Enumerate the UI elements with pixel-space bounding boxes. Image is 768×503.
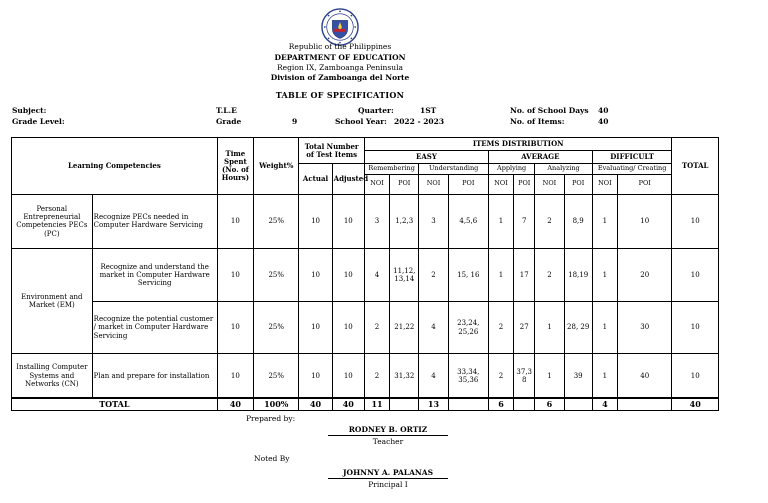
document-title: TABLE OF SPECIFICATION: [275, 90, 405, 100]
rem-poi-cell: 11,12, 13,14: [390, 249, 419, 302]
eva-noi-cell: 1: [592, 194, 617, 249]
items-label: No. of Items:: [510, 117, 565, 126]
weight-cell: 25%: [254, 301, 299, 354]
app-poi-cell: 17: [514, 249, 535, 302]
eva-poi-cell: 30: [617, 301, 671, 354]
ana-noi-cell: 2: [535, 194, 564, 249]
table-row: [12, 194, 719, 249]
department-text: DEPARTMENT OF EDUCATION: [274, 53, 406, 62]
rem-noi-cell: 4: [364, 249, 389, 302]
quarter-value: 1ST: [420, 106, 437, 115]
header-analyzing: Analyzing: [535, 164, 592, 175]
header-poi: POI: [390, 174, 419, 194]
items-value: 40: [598, 117, 609, 126]
und-noi-cell: 4: [419, 301, 448, 354]
header-learning-competencies: Learning Competencies: [12, 138, 218, 195]
row-total-cell: 10: [672, 194, 719, 249]
header-noi: NOI: [592, 174, 617, 194]
school-year-value: 2022 - 2023: [394, 117, 445, 126]
division-text: Division of Zamboanga del Norte: [270, 73, 410, 82]
ana-poi-cell: 39: [564, 354, 592, 398]
republic-text: Republic of the Philippines: [288, 42, 392, 51]
header-total: TOTAL: [672, 138, 719, 195]
school-days-label: No. of School Days: [510, 106, 589, 115]
prepared-by-label: Prepared by:: [246, 414, 296, 423]
actual-cell: 10: [299, 249, 332, 302]
table-row: [12, 301, 719, 354]
header-poi: POI: [514, 174, 535, 194]
header-easy: EASY: [364, 150, 488, 164]
competency-group: Installing Computer Systems and Networks (CN): [12, 354, 93, 398]
subject-label: Subject:: [12, 106, 47, 115]
weight-cell: 25%: [254, 354, 299, 398]
header-actual: Actual: [299, 164, 332, 194]
und-poi-cell: 33,34, 35,36: [448, 354, 488, 398]
header-understanding: Understanding: [419, 164, 489, 175]
eva-noi-cell: 1: [592, 249, 617, 302]
und-noi-cell: 4: [419, 354, 448, 398]
total-weight: 100%: [254, 398, 299, 411]
header-applying: Applying: [488, 164, 534, 175]
adjusted-cell: 10: [332, 249, 364, 302]
und-poi-cell: 4,5,6: [448, 194, 488, 249]
header-weight: Weight%: [254, 138, 299, 195]
adjusted-cell: 10: [332, 354, 364, 398]
app-poi-cell: 37,3 8: [514, 354, 535, 398]
header-average: AVERAGE: [488, 150, 592, 164]
header-poi: POI: [564, 174, 592, 194]
totals-row: [12, 398, 719, 411]
header-items-distribution: ITEMS DISTRIBUTION: [364, 138, 672, 151]
competency-group: Environment and Market (EM): [12, 249, 93, 354]
app-poi-cell: 7: [514, 194, 535, 249]
total-time: 40: [217, 398, 253, 411]
noted-by-position: Principal I: [368, 480, 408, 489]
prepared-by-position: Teacher: [372, 437, 404, 446]
total-ana-noi: 6: [535, 398, 564, 411]
ana-noi-cell: 1: [535, 301, 564, 354]
row-total-cell: 10: [672, 301, 719, 354]
competency-text: Recognize and understand the market in Computer Hardware Servicing: [92, 249, 217, 302]
rem-poi-cell: 1,2,3: [390, 194, 419, 249]
total-rem-noi: 11: [364, 398, 389, 411]
total-actual: 40: [299, 398, 332, 411]
rem-poi-cell: 21,22: [390, 301, 419, 354]
region-text: Region IX, Zamboanga Peninsula: [277, 63, 403, 72]
app-poi-cell: 27: [514, 301, 535, 354]
quarter-label: Quarter:: [358, 106, 394, 115]
table-row: [12, 249, 719, 302]
specification-table: [11, 137, 719, 411]
header-noi: NOI: [419, 174, 448, 194]
eva-noi-cell: 1: [592, 301, 617, 354]
rem-noi-cell: 2: [364, 301, 389, 354]
noted-by-name: JOHNNY A. PALANAS: [328, 468, 448, 479]
noted-by-label: Noted By: [254, 454, 290, 463]
eva-poi-cell: 40: [617, 354, 671, 398]
weight-cell: 25%: [254, 194, 299, 249]
table-row: [12, 354, 719, 398]
actual-cell: 10: [299, 301, 332, 354]
header-difficult: DIFFICULT: [592, 150, 672, 164]
rem-noi-cell: 3: [364, 194, 389, 249]
subject-value: T.L.E: [216, 106, 237, 115]
adjusted-cell: 10: [332, 301, 364, 354]
prepared-by-name: RODNEY B. ORTIZ: [328, 425, 448, 436]
und-poi-cell: 23,24, 25,26: [448, 301, 488, 354]
time-cell: 10: [217, 354, 253, 398]
header-time-spent: Time Spent (No. of Hours): [217, 138, 253, 195]
header-noi: NOI: [364, 174, 389, 194]
row-total-cell: 10: [672, 354, 719, 398]
header-poi: POI: [448, 174, 488, 194]
grade-number: 9: [292, 117, 298, 126]
und-noi-cell: 3: [419, 194, 448, 249]
header-poi: POI: [617, 174, 671, 194]
empty-cell: [617, 398, 671, 411]
eva-noi-cell: 1: [592, 354, 617, 398]
eva-poi-cell: 10: [617, 194, 671, 249]
competency-text: Recognize PECs needed in Computer Hardware Servicing: [92, 194, 217, 249]
total-adjusted: 40: [332, 398, 364, 411]
weight-cell: 25%: [254, 249, 299, 302]
app-noi-cell: 1: [488, 194, 513, 249]
und-noi-cell: 2: [419, 249, 448, 302]
competency-text: Recognize the potential customer / market in Computer Hardware Servicing: [92, 301, 217, 354]
grade-label: Grade Level:: [12, 117, 65, 126]
rem-poi-cell: 31,32: [390, 354, 419, 398]
actual-cell: 10: [299, 194, 332, 249]
header-evaluating-creating: Evaluating/ Creating: [592, 164, 672, 175]
school-year-label: School Year:: [335, 117, 387, 126]
actual-cell: 10: [299, 354, 332, 398]
ana-poi-cell: 28, 29: [564, 301, 592, 354]
ana-poi-cell: 8,9: [564, 194, 592, 249]
adjusted-cell: 10: [332, 194, 364, 249]
empty-cell: [390, 398, 419, 411]
header-total-items: Total Number of Test Items: [299, 138, 365, 164]
total-app-noi: 6: [488, 398, 513, 411]
empty-cell: [514, 398, 535, 411]
competency-group: Personal Entrepreneurial Competencies PECs (PC): [12, 194, 93, 249]
time-cell: 10: [217, 194, 253, 249]
total-eva-noi: 4: [592, 398, 617, 411]
header-remembering: Remembering: [364, 164, 418, 175]
app-noi-cell: 2: [488, 354, 513, 398]
school-days-value: 40: [598, 106, 609, 115]
time-cell: 10: [217, 301, 253, 354]
header-adjusted: Adjusted: [332, 164, 364, 194]
time-cell: 10: [217, 249, 253, 302]
header-noi: NOI: [535, 174, 564, 194]
totals-label: TOTAL: [12, 398, 218, 411]
empty-cell: [448, 398, 488, 411]
und-poi-cell: 15, 16: [448, 249, 488, 302]
ana-noi-cell: 1: [535, 354, 564, 398]
grade-value: Grade: [216, 117, 242, 126]
eva-poi-cell: 20: [617, 249, 671, 302]
header-noi: NOI: [488, 174, 513, 194]
app-noi-cell: 2: [488, 301, 513, 354]
rem-noi-cell: 2: [364, 354, 389, 398]
grand-total: 40: [672, 398, 719, 411]
ana-poi-cell: 18,19: [564, 249, 592, 302]
deped-seal-logo: [321, 8, 359, 46]
competency-text: Plan and prepare for installation: [92, 354, 217, 398]
total-und-noi: 13: [419, 398, 448, 411]
empty-cell: [564, 398, 592, 411]
row-total-cell: 10: [672, 249, 719, 302]
ana-noi-cell: 2: [535, 249, 564, 302]
app-noi-cell: 1: [488, 249, 513, 302]
